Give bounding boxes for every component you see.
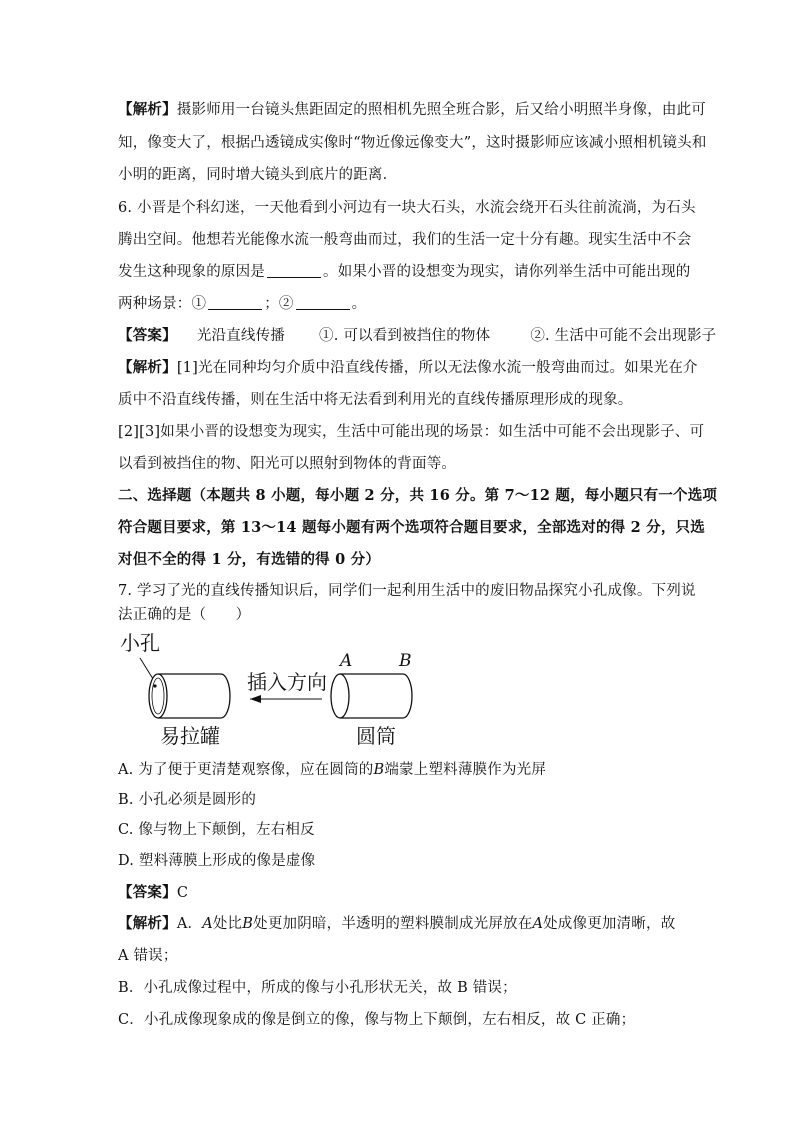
analysis-text: B: [242, 916, 254, 932]
analysis-line-1: [118, 100, 706, 120]
q7-answer: [118, 883, 188, 903]
insert-direction-label: 插入方向: [247, 670, 327, 694]
analysis-text: [1]光在同种均匀介质中沿直线传播，所以无法像水流一般弯曲而过。如果光在介: [176, 360, 698, 376]
q6-line-1: 6. 小晋是个科幻迷，一天他看到小河边有一块大石头，水流会绕开石头往前流淌，为石头: [118, 200, 696, 216]
q6-analysis-1: [118, 358, 698, 378]
q6-text: 。: [351, 296, 367, 312]
q6-text: 发生这种现象的原因是: [118, 264, 265, 280]
option-text: A. 为了便于更清楚观察像，应在圆筒的: [118, 762, 374, 778]
q6-text: ；②: [264, 296, 294, 312]
q7-analysis-a: [118, 914, 675, 934]
pinhole-dot: [153, 684, 156, 687]
answer-item: 光沿直线传播: [196, 328, 286, 344]
answer-tag: 【答案】: [118, 884, 177, 901]
analysis-line-2: 知，像变大了，根据凸透镜成实像时“物近像远像变大”，这时摄影师应该减小照相机镜头和: [118, 135, 707, 151]
can-label: 易拉罐: [160, 724, 220, 748]
answer-item: ②. 生活中可能不会出现影子: [530, 328, 717, 344]
analysis-text: A: [532, 916, 544, 932]
option-d: D. 塑料薄膜上形成的像是虚像: [118, 853, 316, 869]
q7-analysis-a-2: A 错误；: [118, 948, 178, 964]
analysis-text: A．: [176, 916, 203, 932]
q6-answer: [118, 326, 716, 346]
section-heading-2: 符合题目要求，第 13～14 题每小题有两个选项符合题目要求，全部选对的得 2 分，只选: [118, 519, 705, 536]
q7-analysis-b: B．小孔成像过程中，所成的像与小孔形状无关，故 B 错误；: [118, 980, 517, 996]
analysis-line-3: 小明的距离，同时增大镜头到底片的距离．: [118, 167, 398, 183]
q6-text: 。如果小晋的设想变为现实，请你列举生活中可能出现的: [323, 264, 691, 280]
analysis-tag: 【解析】: [118, 359, 177, 376]
q6-line-3: [118, 262, 691, 282]
answer-tag: 【答案】: [118, 327, 177, 344]
q7-analysis-c: C．小孔成像现象成的像是倒立的像，像与物上下颠倒，左右相反，故 C 正确；: [118, 1012, 636, 1028]
tube-label: 圆筒: [356, 724, 396, 748]
answer-blank: [296, 295, 350, 310]
pinhole-label: 小孔: [120, 631, 160, 655]
section-heading-1: 二、选择题（本题共 8 小题，每小题 2 分，共 16 分。第 7～12 题，每小题只有一个选项: [118, 487, 718, 504]
analysis-text: 处成像更加清晰，故: [543, 916, 676, 932]
q6-analysis-4: 以看到被挡住的物、阳光可以照射到物体的背面等。: [118, 456, 457, 472]
option-b: B. 小孔必须是圆形的: [118, 792, 257, 808]
q6-text: 两种场景：①: [118, 296, 207, 312]
option-a: [118, 760, 546, 780]
can-cylinder: [149, 674, 230, 718]
end-a-label: A: [340, 651, 353, 671]
end-b-label: B: [399, 651, 412, 671]
option-c: C. 像与物上下颠倒，左右相反: [118, 822, 315, 838]
analysis-tag: 【解析】: [118, 915, 177, 932]
analysis-text: 处比: [212, 916, 243, 932]
q7-line-1: 7. 学习了光的直线传播知识后，同学们一起利用生活中的废旧物品探究小孔成像。下列说: [118, 583, 696, 599]
answer-blank: [267, 263, 321, 278]
answer-value: C: [176, 885, 189, 901]
section-heading-3: 对但不全的得 1 分，有选错的得 0 分）: [118, 551, 381, 568]
arrow-head: [250, 695, 261, 703]
q6-analysis-3: [2][3]如果小晋的设想变为现实，生活中可能出现的场景：如生活中可能不会出现影子、可: [118, 424, 705, 440]
analysis-tag: 【解析】: [118, 101, 177, 118]
analysis-text: 摄影师用一台镜头焦距固定的照相机先照全班合影，后又给小明照半身像，由此可: [176, 102, 707, 118]
option-text: 端蒙上塑料薄膜作为光屏: [384, 762, 547, 778]
analysis-text: A: [202, 916, 213, 932]
tube-cylinder: [331, 674, 412, 718]
q7-line-2: 法正确的是（ ）: [118, 607, 251, 623]
analysis-text: 处更加阴暗，半透明的塑料膜制成光屏放在: [253, 916, 533, 932]
pinhole-camera-figure: [118, 628, 428, 753]
q6-analysis-2: 质中不沿直线传播，则在生活中将无法看到利用光的直线传播原理形成的现象。: [118, 392, 633, 408]
option-text: B: [373, 762, 385, 778]
answer-blank: [208, 295, 262, 310]
q6-line-2: 腾出空间。他想若光能像水流一般弯曲而过，我们的生活一定十分有趣。现实生活中不会: [118, 232, 692, 248]
answer-item: ①. 可以看到被挡住的物体: [319, 328, 491, 344]
q6-line-4: [118, 294, 366, 314]
